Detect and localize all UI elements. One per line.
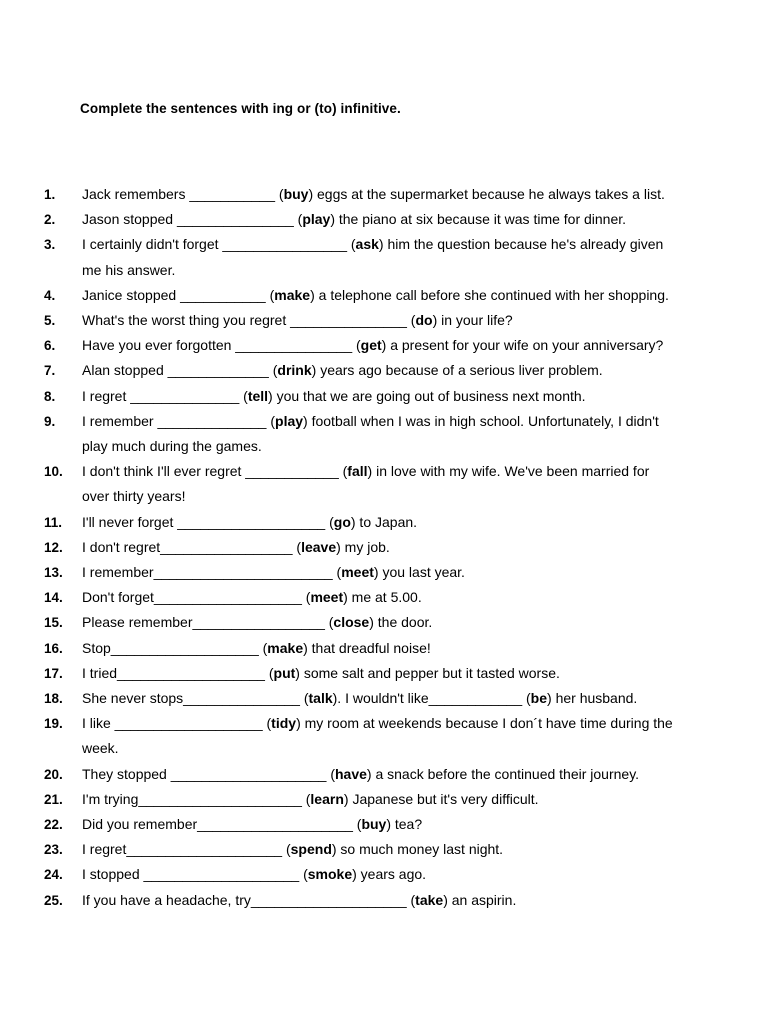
exercise-item — [0, 812, 768, 837]
item-sentence — [82, 384, 742, 409]
item-number: 23. — [44, 842, 63, 858]
sentence-fragment: Don't forget___________________ ( — [82, 589, 311, 606]
item-sentence — [82, 661, 742, 686]
item-sentence — [82, 837, 742, 862]
item-number: 5. — [44, 313, 56, 329]
verb-prompt: put — [273, 664, 296, 681]
sentence-fragment: ) you that we are going out of business next month. — [268, 387, 586, 404]
sentence-fragment: Did you remember____________________ ( — [82, 816, 362, 833]
item-number: 25. — [44, 892, 63, 908]
item-sentence — [82, 510, 742, 535]
sentence-fragment: ) tea? — [386, 816, 423, 833]
verb-prompt: have — [335, 765, 367, 782]
verb-prompt: get — [360, 337, 382, 354]
item-sentence — [82, 585, 742, 610]
verb-prompt: do — [415, 312, 433, 329]
exercise-item — [0, 636, 768, 661]
exercise-item — [0, 459, 768, 509]
sentence-fragment: I certainly didn't forget ________________ ( — [82, 236, 356, 253]
sentence-fragment: Janice stopped ___________ ( — [82, 286, 275, 303]
exercise-item — [0, 711, 768, 761]
exercise-item — [0, 283, 768, 308]
item-sentence — [82, 283, 742, 308]
sentence-fragment: ) him the question because he's already given me his answer. — [82, 236, 664, 278]
verb-prompt: tidy — [271, 715, 297, 732]
verb-prompt: tell — [247, 387, 269, 404]
sentence-fragment: ) a present for your wife on your anniversary? — [381, 337, 664, 354]
verb-prompt: drink — [277, 362, 312, 379]
sentence-fragment: ) years ago because of a serious liver problem. — [311, 362, 603, 379]
exercise-item — [0, 862, 768, 887]
sentence-fragment: Jack remembers ___________ ( — [82, 186, 284, 202]
item-number: 1. — [44, 187, 56, 202]
item-number: 6. — [44, 338, 56, 354]
verb-prompt: make — [267, 639, 304, 656]
exercise-item — [0, 232, 768, 282]
item-number: 18. — [44, 691, 63, 707]
item-number: 14. — [44, 590, 63, 606]
verb-prompt: be — [530, 690, 548, 707]
exercise-item — [0, 384, 768, 409]
exercise-item — [0, 888, 768, 913]
item-number: 3. — [44, 237, 56, 253]
item-number: 20. — [44, 766, 63, 782]
page-title: Complete the sentences with ing or (to) infinitive. — [80, 101, 401, 116]
item-sentence — [82, 636, 742, 661]
sentence-fragment: ) years ago. — [352, 866, 427, 883]
item-sentence — [82, 812, 742, 837]
sentence-fragment: ) to Japan. — [350, 513, 418, 530]
exercise-list — [0, 182, 768, 913]
verb-prompt: play — [302, 211, 331, 228]
item-number: 2. — [44, 212, 56, 228]
verb-prompt: meet — [310, 589, 344, 606]
sentence-fragment: Please remember_________________ ( — [82, 614, 334, 631]
verb-prompt: make — [274, 286, 311, 303]
exercise-item — [0, 182, 768, 207]
sentence-fragment: They stopped ____________________ ( — [82, 765, 335, 782]
exercise-item — [0, 409, 768, 459]
exercise-item — [0, 762, 768, 787]
exercise-item — [0, 610, 768, 635]
verb-prompt: take — [415, 891, 444, 908]
exercise-item — [0, 333, 768, 358]
exercise-item — [0, 585, 768, 610]
item-sentence — [82, 711, 742, 761]
exercise-item — [0, 510, 768, 535]
exercise-item — [0, 661, 768, 686]
sentence-fragment: She never stops_______________ ( — [82, 690, 309, 707]
exercise-item — [0, 787, 768, 812]
sentence-fragment: ) in love with my wife. We've been married for over thirty years! — [82, 463, 650, 505]
item-sentence — [82, 308, 742, 333]
item-number: 7. — [44, 363, 56, 379]
item-sentence — [82, 560, 742, 585]
item-number: 4. — [44, 287, 56, 303]
exercise-item — [0, 560, 768, 585]
verb-prompt: buy — [283, 186, 309, 202]
item-sentence — [82, 333, 742, 358]
sentence-fragment: I'm trying_____________________ ( — [82, 790, 311, 807]
sentence-fragment: ) her husband. — [547, 690, 638, 707]
item-number: 16. — [44, 640, 63, 656]
sentence-fragment: ) that dreadful noise! — [303, 639, 431, 656]
sentence-fragment: Have you ever forgotten _______________ ( — [82, 337, 361, 354]
item-sentence — [82, 686, 742, 711]
sentence-fragment: I don't regret_________________ ( — [82, 538, 302, 555]
sentence-fragment: ) an aspirin. — [443, 891, 517, 908]
sentence-fragment: ) a telephone call before she continued with her shopping. — [310, 286, 669, 303]
sentence-fragment: Stop___________________ ( — [82, 639, 268, 656]
exercise-item — [0, 686, 768, 711]
verb-prompt: spend — [290, 841, 332, 858]
sentence-fragment: I stopped ____________________ ( — [82, 866, 308, 883]
item-sentence — [82, 762, 742, 787]
verb-prompt: buy — [361, 816, 387, 833]
sentence-fragment: I tried___________________ ( — [82, 664, 274, 681]
item-sentence — [82, 182, 742, 207]
sentence-fragment: ) some salt and pepper but it tasted worse. — [295, 664, 560, 681]
item-number: 12. — [44, 539, 63, 555]
sentence-fragment: What's the worst thing you regret _______________ ( — [82, 312, 416, 329]
item-number: 21. — [44, 791, 63, 807]
sentence-fragment: ). I wouldn't like____________ ( — [332, 690, 531, 707]
exercise-item — [0, 535, 768, 560]
sentence-fragment: I'll never forget ___________________ ( — [82, 513, 334, 530]
verb-prompt: meet — [341, 564, 374, 581]
item-sentence — [82, 862, 742, 887]
item-sentence — [82, 535, 742, 560]
sentence-fragment: I don't think I'll ever regret ____________ ( — [82, 463, 348, 480]
exercise-item — [0, 308, 768, 333]
sentence-fragment: ) the door. — [369, 614, 433, 631]
item-sentence — [82, 232, 742, 282]
sentence-fragment: ) in your life? — [432, 312, 513, 329]
sentence-fragment: I remember_______________________ ( — [82, 564, 342, 581]
item-number: 15. — [44, 615, 63, 631]
verb-prompt: smoke — [307, 866, 353, 883]
item-number: 11. — [44, 514, 63, 530]
verb-prompt: talk — [308, 690, 333, 707]
sentence-fragment: ) me at 5.00. — [343, 589, 422, 606]
sentence-fragment: Alan stopped _____________ ( — [82, 362, 278, 379]
item-sentence — [82, 888, 742, 913]
exercise-item — [0, 207, 768, 232]
sentence-fragment: ) a snack before the continued their journey. — [366, 765, 640, 782]
verb-prompt: fall — [347, 463, 368, 480]
sentence-fragment: I regret____________________ ( — [82, 841, 291, 858]
exercise-item — [0, 358, 768, 383]
verb-prompt: learn — [310, 790, 344, 807]
item-sentence — [82, 409, 742, 459]
sentence-fragment: Jason stopped _______________ ( — [82, 211, 303, 228]
sentence-fragment: I remember ______________ ( — [82, 412, 276, 429]
sentence-fragment: ) you last year. — [373, 564, 465, 581]
item-sentence — [82, 207, 742, 232]
item-number: 19. — [44, 716, 63, 732]
sentence-fragment: I regret ______________ ( — [82, 387, 248, 404]
verb-prompt: go — [333, 513, 351, 530]
item-number: 13. — [44, 565, 63, 581]
sentence-fragment: ) so much money last night. — [331, 841, 504, 858]
item-sentence — [82, 459, 742, 509]
item-number: 8. — [44, 388, 56, 404]
verb-prompt: ask — [355, 236, 379, 253]
verb-prompt: close — [333, 614, 370, 631]
sentence-fragment: I like ___________________ ( — [82, 715, 272, 732]
verb-prompt: play — [275, 412, 304, 429]
item-sentence — [82, 358, 742, 383]
item-sentence — [82, 610, 742, 635]
sentence-fragment: ) my job. — [336, 538, 390, 555]
item-number: 24. — [44, 867, 63, 883]
sentence-fragment: ) my room at weekends because I don´t have time during the week. — [82, 715, 673, 757]
sentence-fragment: If you have a headache, try____________________ ( — [82, 891, 416, 908]
sentence-fragment: ) the piano at six because it was time for dinner. — [330, 211, 627, 228]
exercise-item — [0, 837, 768, 862]
item-sentence — [82, 787, 742, 812]
sentence-fragment: ) football when I was in high school. Unfortunately, I didn't play much during the games. — [82, 412, 659, 455]
item-number: 22. — [44, 817, 63, 833]
item-number: 10. — [44, 464, 63, 480]
sentence-fragment: ) Japanese but it's very difficult. — [343, 790, 539, 807]
verb-prompt: leave — [301, 538, 337, 555]
sentence-fragment: ) eggs at the supermarket because he always takes a list. — [308, 186, 665, 202]
item-number: 17. — [44, 665, 63, 681]
item-number: 9. — [44, 413, 56, 429]
